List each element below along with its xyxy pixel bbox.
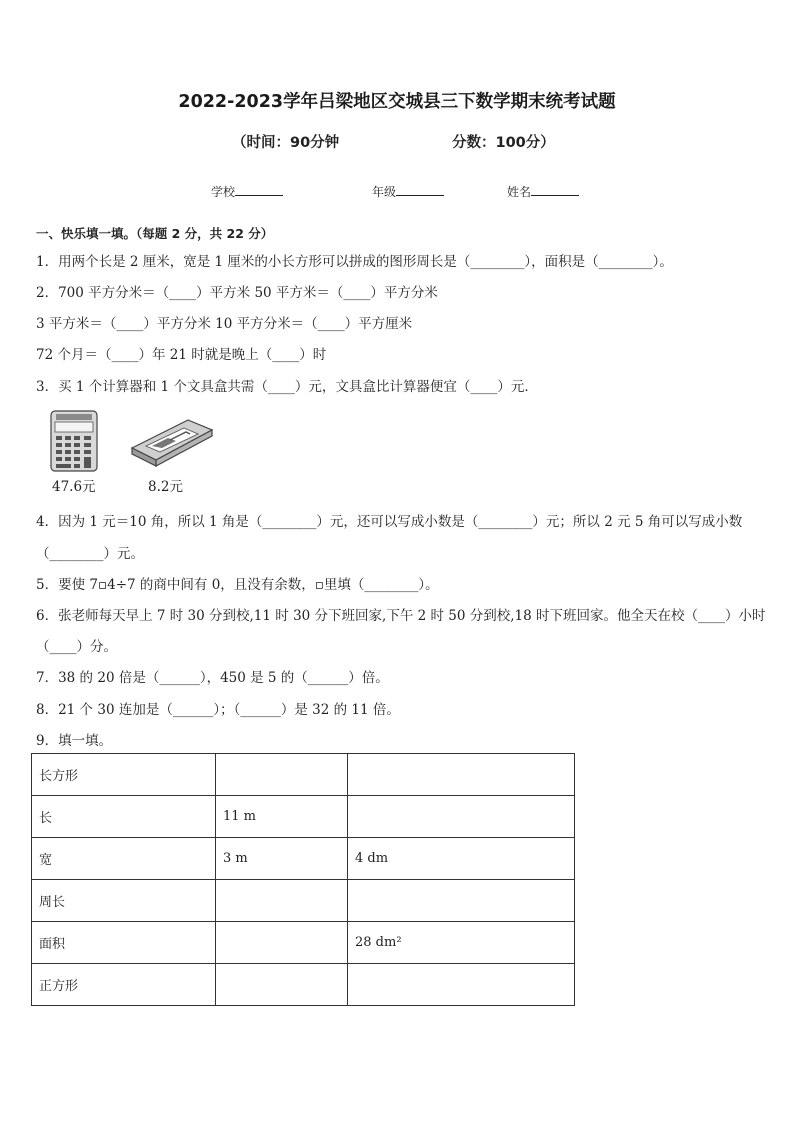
table-cell: [216, 922, 348, 964]
grade-field: [372, 183, 444, 200]
pencil-case-icon: [128, 418, 214, 468]
table-cell: 长: [32, 796, 216, 838]
question-7: 7．38 的 20 倍是（______），450 是 5 的（______）倍。: [36, 670, 389, 686]
question-4-line-1: 4．因为 1 元＝10 角，所以 1 角是（________）元，还可以写成小数是（________）元；所以 2 元 5 角可以写成小数: [36, 514, 743, 530]
table-cell: 4 dm: [348, 838, 575, 880]
question-4-line-2: （________）元。: [36, 546, 144, 562]
name-blank: [531, 183, 579, 196]
question-6-line-1: 6．张老师每天早上 7 时 30 分到校,11 时 30 分下班回家,下午 2 时 50 分到校,18 时下班回家。他全天在校（____）小时: [36, 608, 766, 624]
pencil-case-price: 8.2元: [148, 479, 183, 495]
table-cell: [348, 880, 575, 922]
page-title: 2022-2023学年吕梁地区交城县三下数学期末统考试题: [178, 92, 616, 112]
time-label: （时间：90分钟: [232, 135, 340, 151]
name-field: [507, 183, 579, 200]
score-label: 分数：100分）: [452, 135, 555, 151]
question-6-line-2: （____）分。: [36, 639, 117, 655]
table-cell: 宽: [32, 838, 216, 880]
table-cell: 28 dm²: [348, 922, 575, 964]
rectangle-table: [31, 753, 575, 1006]
question-2-line-1: 2．700 平方分米＝（____）平方米 50 平方米＝（____）平方分米: [36, 285, 438, 301]
table-row: [32, 922, 575, 964]
school-label: 学校: [211, 185, 236, 199]
question-2-line-2: 3 平方米＝（____）平方分米 10 平方分米＝（____）平方厘米: [36, 316, 413, 332]
question-5: 5．要使 7▫4÷7 的商中间有 0，且没有余数，▫里填（________）。: [36, 577, 439, 593]
question-9: 9．填一填。: [36, 733, 113, 749]
table-cell: [348, 796, 575, 838]
table-cell: [348, 964, 575, 1006]
table-cell: 长方形: [32, 754, 216, 796]
grade-label: 年级: [372, 185, 397, 199]
table-cell: [216, 880, 348, 922]
table-cell: [348, 754, 575, 796]
school-blank: [235, 183, 283, 196]
table-row: [32, 880, 575, 922]
question-8: 8．21 个 30 连加是（______）；（______）是 32 的 11 倍。: [36, 702, 400, 718]
table-cell: 正方形: [32, 964, 216, 1006]
question-2-line-3: 72 个月＝（____）年 21 时就是晚上（____）时: [36, 347, 327, 363]
table-cell: [216, 964, 348, 1006]
section-heading: 一、快乐填一填。（每题 2 分，共 22 分）: [36, 226, 274, 241]
table-cell: 面积: [32, 922, 216, 964]
name-label: 姓名: [507, 185, 532, 199]
table-row: [32, 796, 575, 838]
table-row: [32, 964, 575, 1006]
question-3: 3．买 1 个计算器和 1 个文具盒共需（____）元，文具盒比计算器便宜（____）元．: [36, 379, 538, 395]
table-row: [32, 838, 575, 880]
calculator-price: 47.6元: [52, 479, 96, 495]
school-field: [211, 183, 283, 200]
table-cell: [216, 754, 348, 796]
question-1: 1．用两个长是 2 厘米，宽是 1 厘米的小长方形可以拼成的图形周长是（________），面积是（________）。: [36, 254, 673, 270]
table-cell: 3 m: [216, 838, 348, 880]
calculator-icon: [50, 410, 98, 472]
table-cell: 周长: [32, 880, 216, 922]
table-cell: 11 m: [216, 796, 348, 838]
grade-blank: [396, 183, 444, 196]
table-row: [32, 754, 575, 796]
